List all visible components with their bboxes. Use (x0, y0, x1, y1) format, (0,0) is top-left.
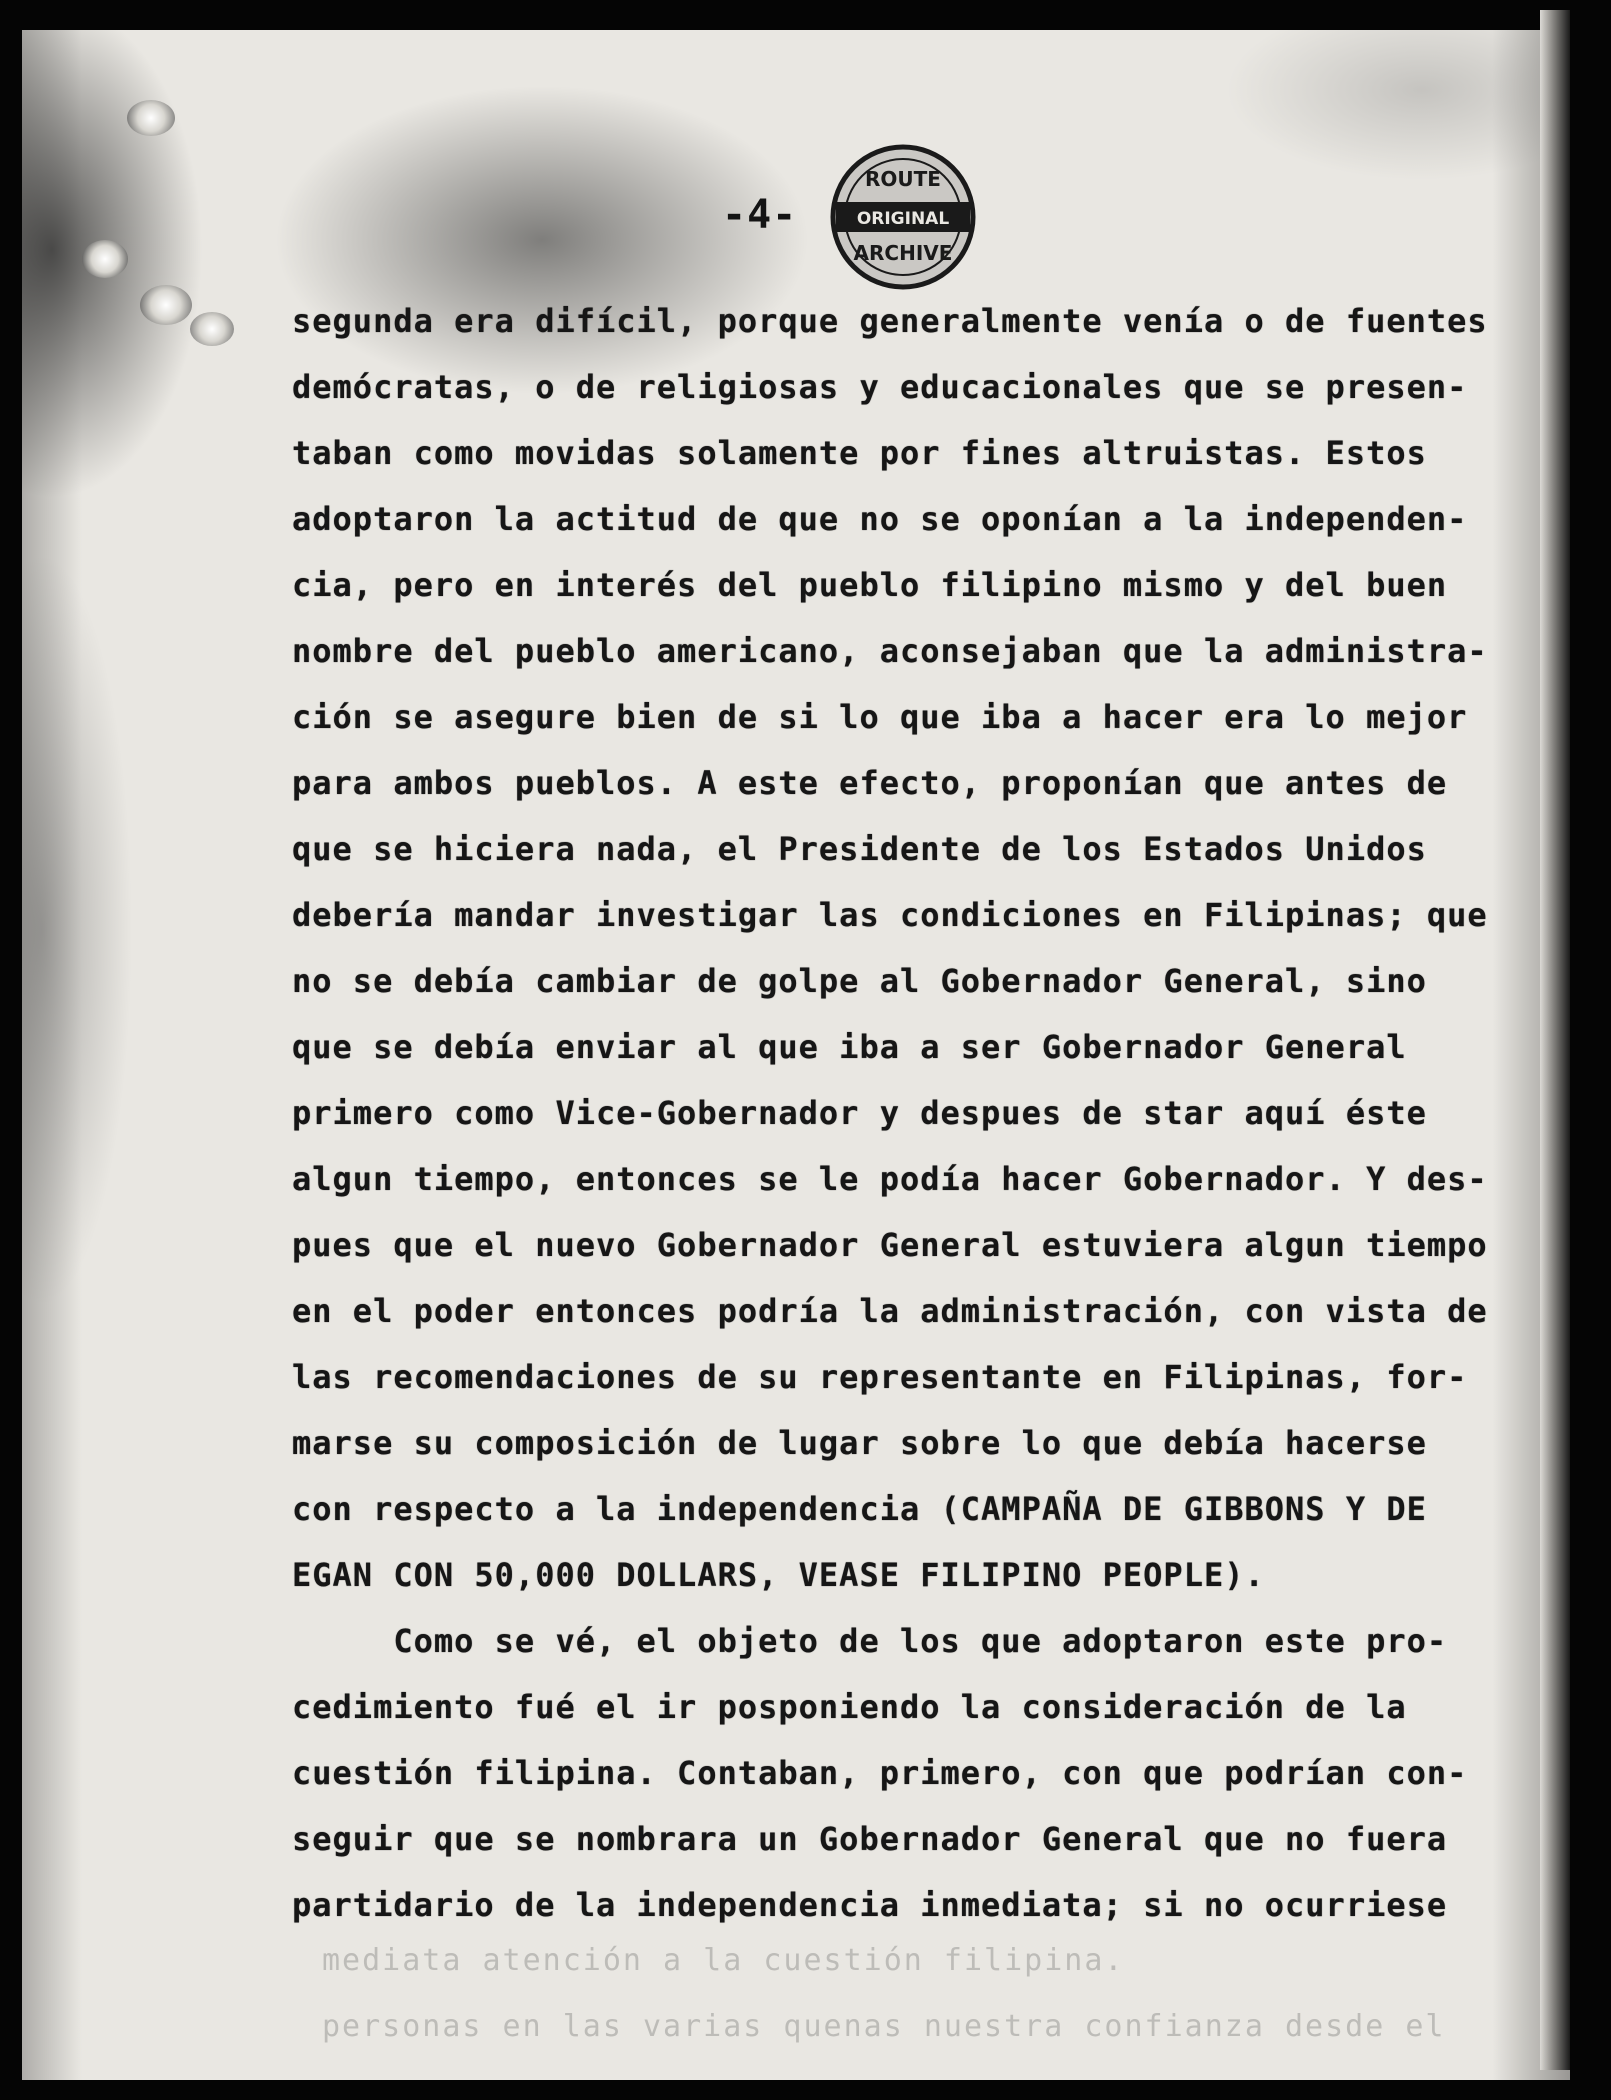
text-line: que se debía enviar al que iba a ser Gobernador General (292, 1028, 1407, 1066)
body-text (292, 288, 1488, 1938)
text-line: segunda era difícil, porque generalmente venía o de fuentes (292, 302, 1488, 340)
text-line: algun tiempo, entonces se le podía hacer Gobernador. Y des- (292, 1160, 1488, 1198)
text-line: seguir que se nombrara un Gobernador General que no fuera (292, 1820, 1448, 1858)
stain-blot (190, 312, 234, 346)
text-line: pues que el nuevo Gobernador General estuviera algun tiempo (292, 1226, 1488, 1264)
ghost-line: personas en las varias quenas nuestra confianza desde el (322, 2009, 1446, 2044)
stamp-middle-text: ORIGINAL (856, 209, 950, 229)
text-line: EGAN CON 50,000 DOLLARS, VEASE FILIPINO PEOPLE). (292, 1556, 1265, 1594)
text-line: que se hiciera nada, el Presidente de los Estados Unidos (292, 830, 1427, 868)
text-line: nombre del pueblo americano, aconsejaban que la administra- (292, 632, 1488, 670)
archive-stamp (828, 142, 978, 292)
text-line: cedimiento fué el ir posponiendo la consideración de la (292, 1688, 1407, 1726)
ghost-line: mediata atención a la cuestión filipina. (322, 1943, 1125, 1978)
bleed-through-text (322, 1928, 1472, 2060)
text-line: adoptaron la actitud de que no se oponían a la independen- (292, 500, 1468, 538)
stamp-bottom-text: ARCHIVE (853, 241, 953, 265)
text-line: primero como Vice-Gobernador y despues de star aquí éste (292, 1094, 1427, 1132)
text-line: en el poder entonces podría la administración, con vista de (292, 1292, 1488, 1330)
text-line: cuestión filipina. Contaban, primero, con que podrían con- (292, 1754, 1468, 1792)
text-line: demócratas, o de religiosas y educacionales que se presen- (292, 368, 1468, 406)
text-line: para ambos pueblos. A este efecto, proponían que antes de (292, 764, 1448, 802)
stain-blot (82, 240, 128, 278)
page-number: -4- (722, 192, 798, 238)
text-line: ción se asegure bien de si lo que iba a hacer era lo mejor (292, 698, 1468, 736)
text-line: taban como movidas solamente por fines altruistas. Estos (292, 434, 1427, 472)
stain-blot (140, 285, 192, 325)
page-edge-shadow (1540, 10, 1570, 2070)
document-page (22, 30, 1570, 2080)
stamp-top-text: ROUTE (865, 167, 941, 191)
text-line: partidario de la independencia inmediata; si no ocurriese (292, 1886, 1448, 1924)
text-line: las recomendaciones de su representante en Filipinas, for- (292, 1358, 1468, 1396)
text-line: marse su composición de lugar sobre lo que debía hacerse (292, 1424, 1427, 1462)
text-line: debería mandar investigar las condiciones en Filipinas; que (292, 896, 1488, 934)
text-line: cia, pero en interés del pueblo filipino mismo y del buen (292, 566, 1448, 604)
text-line: no se debía cambiar de golpe al Gobernador General, sino (292, 962, 1427, 1000)
text-line: Como se vé, el objeto de los que adoptaron este pro- (292, 1622, 1448, 1660)
text-line: con respecto a la independencia (CAMPAÑA DE GIBBONS Y DE (292, 1490, 1427, 1528)
stain-blot (127, 100, 175, 136)
